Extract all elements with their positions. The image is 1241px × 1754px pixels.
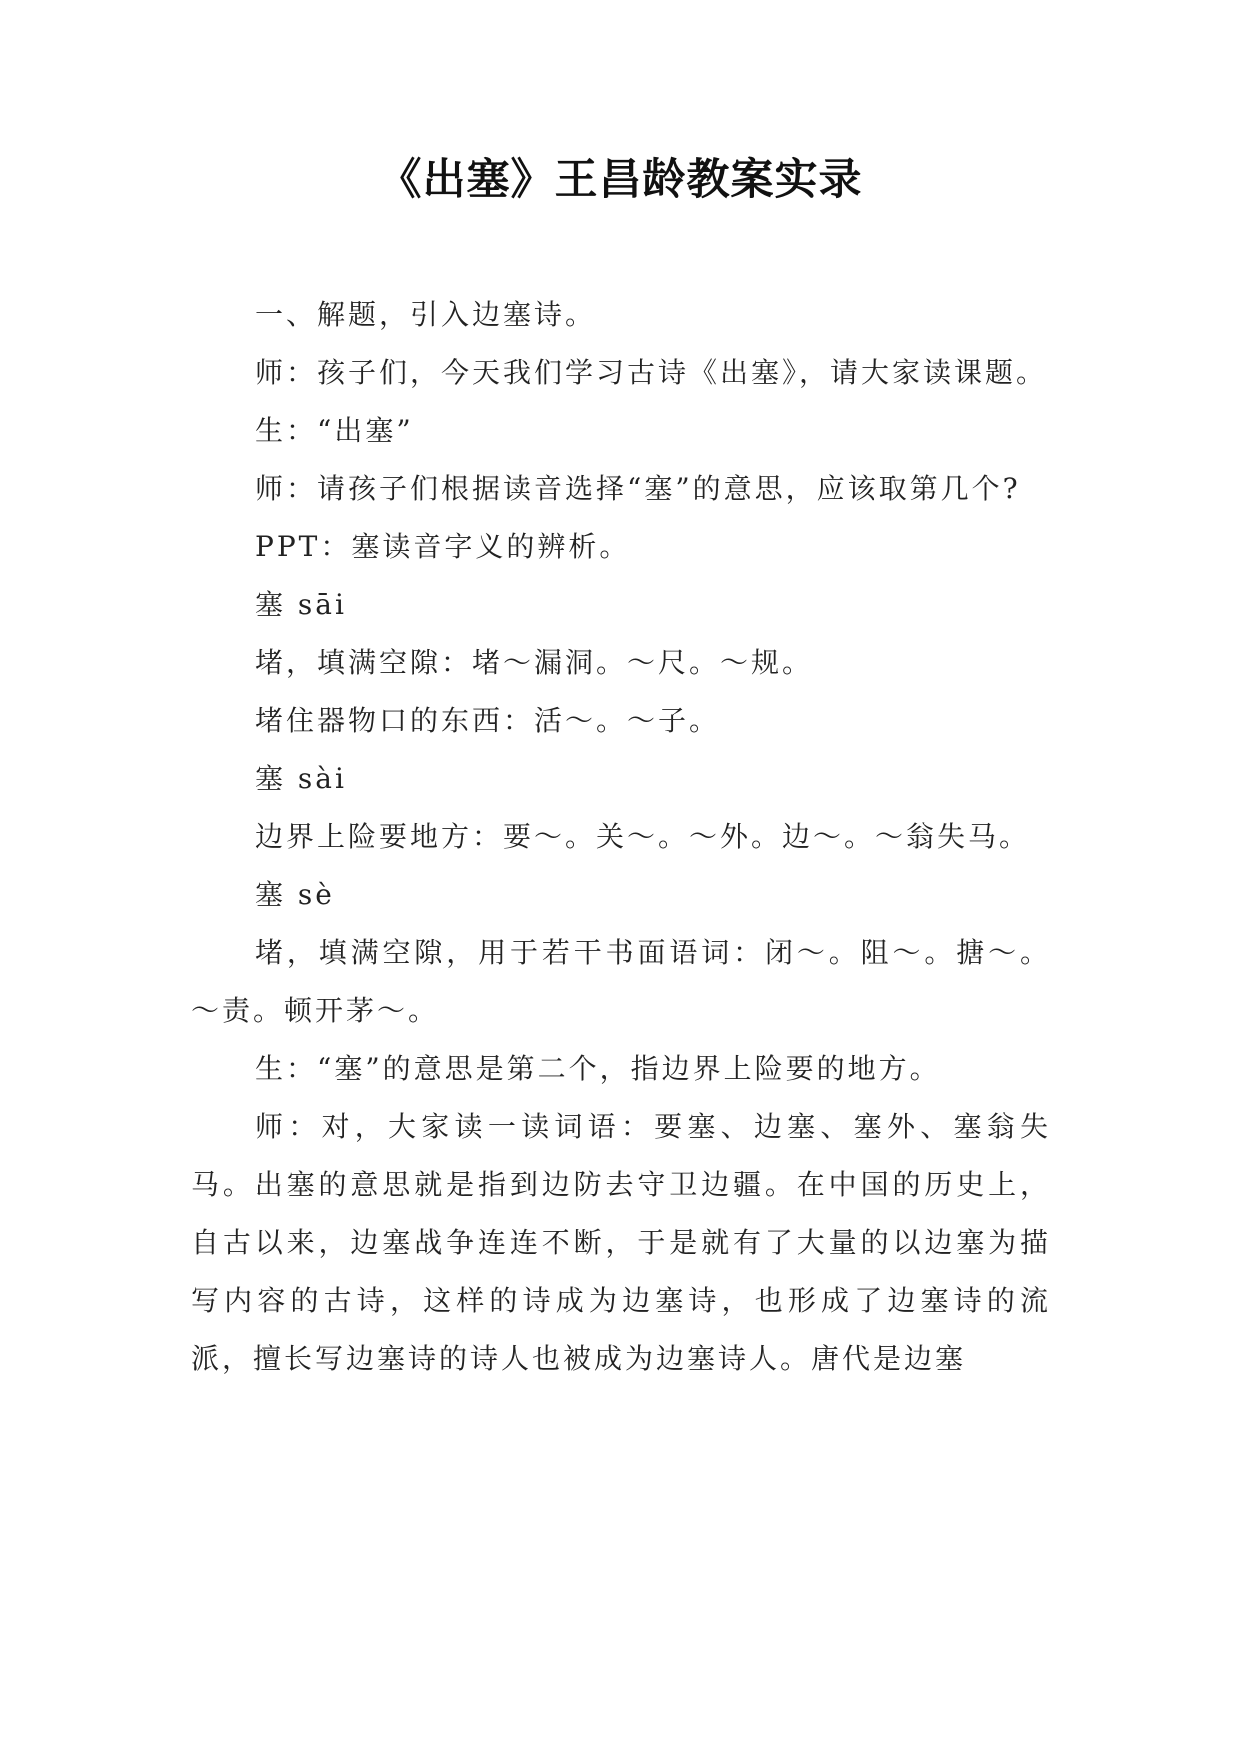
paragraph-definition-2: 堵住器物口的东西：活～。～子。	[255, 704, 721, 737]
paragraph-teacher-explanation: 师：对，大家读一读词语：要塞、边塞、塞外、塞翁失马。出塞的意思就是指到边防去守卫边疆。在中国的历史上，自古以来，边塞战争连连不断，于是就有了大量的以边塞为描写内容的古诗，这样的诗成为边塞诗，也形成了边塞诗的流派，擅长写边塞诗的诗人也被成为边塞诗人。唐代是边塞	[191, 1110, 1051, 1375]
paragraph-reading-sai1: 塞 sāi	[255, 588, 347, 621]
paragraph-student-reply: 生：“出塞”	[255, 414, 414, 447]
document-title: 《出塞》王昌龄教案实录	[378, 155, 863, 205]
document-body	[191, 286, 1051, 1388]
paragraph-teacher-intro: 师：孩子们，今天我们学习古诗《出塞》，请大家读课题。	[255, 356, 1048, 389]
paragraph-definition-1: 堵，填满空隙：堵～漏洞。～尺。～规。	[255, 646, 814, 679]
paragraph-section-heading: 一、解题，引入边塞诗。	[255, 298, 597, 331]
paragraph-teacher-question: 师：请孩子们根据读音选择“塞”的意思，应该取第几个?	[255, 472, 1021, 505]
paragraph-reading-se4: 塞 sè	[255, 878, 335, 911]
paragraph-definition-4: 堵，填满空隙，用于若干书面语词：闭～。阻～。搪～。～责。顿开茅～。	[191, 936, 1051, 1027]
paragraph-definition-3: 边界上险要地方：要～。关～。～外。边～。～翁失马。	[255, 820, 1031, 853]
paragraph-student-answer: 生：“塞”的意思是第二个，指边界上险要的地方。	[255, 1052, 941, 1085]
paragraph-ppt-note: PPT：塞读音字义的辨析。	[255, 530, 631, 563]
paragraph-reading-sai4: 塞 sài	[255, 762, 347, 795]
